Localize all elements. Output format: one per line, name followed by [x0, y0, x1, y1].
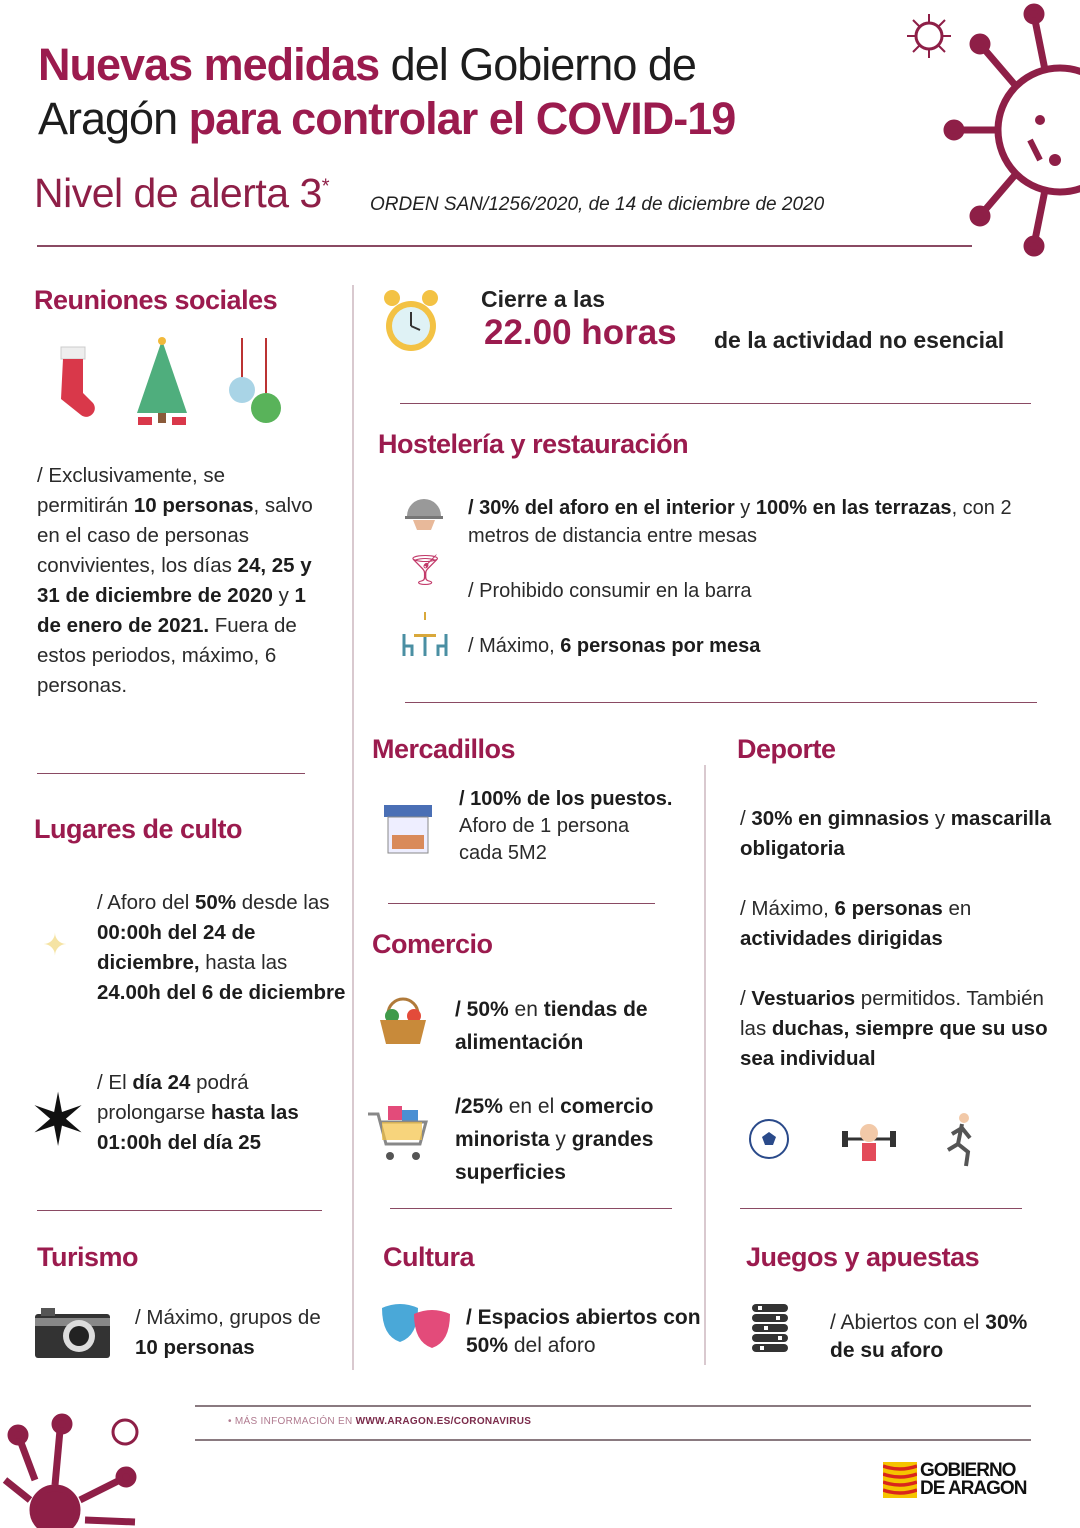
- text-bold-segment: / Espacios abiertos con 50%: [466, 1306, 701, 1357]
- text-segment: Aforo de 1 persona cada 5M2: [459, 815, 630, 864]
- text-bold-segment: 24, 25 y 31 de diciembre de 2020: [37, 554, 312, 607]
- text-bold-segment: 24.00h del 6 de diciembre: [97, 981, 346, 1004]
- text-segment: / Abiertos con el: [830, 1311, 986, 1334]
- text-segment: del Gobierno de: [379, 39, 696, 90]
- title-line-2: [38, 92, 735, 146]
- alert-footnote-mark: *: [321, 175, 330, 198]
- text-bold-segment: duchas, siempre que su uso sea individual: [740, 1017, 1048, 1070]
- divider: [405, 702, 1037, 703]
- text-segment: del aforo: [508, 1334, 596, 1357]
- text-segment: en: [508, 998, 544, 1021]
- text-bold-segment: / 50%: [455, 998, 509, 1021]
- text-bold-segment: hasta las 01:00h del día 25: [97, 1101, 299, 1154]
- deporte-text-3: [740, 984, 1060, 1074]
- footer-divider-top: [195, 1405, 1031, 1407]
- text-bold-segment: mascarilla obligatoria: [740, 807, 1052, 860]
- heading-comercio: Comercio: [372, 929, 493, 959]
- text-bold-segment: / 100% de los puestos.: [459, 788, 673, 810]
- text-segment: / El: [97, 1071, 133, 1094]
- small-virus-icon: [905, 12, 953, 60]
- shopping-cart-icon: [366, 1100, 432, 1166]
- virus-decoration-icon: [940, 0, 1080, 260]
- text-segment: / Prohibido consumir en la barra: [468, 580, 752, 602]
- text-segment: / Máximo,: [468, 635, 561, 657]
- market-stall-icon: [382, 803, 434, 855]
- header-divider: [37, 245, 972, 247]
- heading-mercadillos: Mercadillos: [372, 734, 516, 764]
- text-bold-segment: 00:00h del 24 de diciembre,: [97, 921, 256, 974]
- text-segment: y: [549, 1128, 572, 1151]
- alert-level-text: Nivel de alerta 3: [34, 170, 322, 216]
- table-chairs-icon: [400, 612, 450, 660]
- alarm-clock-icon: [380, 284, 442, 360]
- culto-text-1: [97, 888, 347, 1008]
- text-bold-segment: comercio minorista: [455, 1095, 654, 1151]
- mercadillos-text: [459, 786, 674, 867]
- theater-masks-icon: [378, 1300, 458, 1356]
- text-segment: y: [272, 584, 295, 607]
- text-segment: / Máximo,: [740, 897, 835, 920]
- text-segment: y: [734, 497, 756, 519]
- text-segment: podrá prolongarse: [97, 1071, 249, 1124]
- virus-decoration-bottom-icon: [0, 1410, 150, 1528]
- text-segment: / Exclusivamente, se permitirán: [37, 464, 225, 517]
- text-bold-segment: 30% en gimnasios: [751, 807, 930, 830]
- heading-deporte: Deporte: [737, 734, 836, 764]
- divider: [390, 1208, 672, 1209]
- text-bold-segment: Nuevas medidas: [38, 39, 380, 90]
- footer-divider-bottom: [195, 1439, 1031, 1441]
- text-segment: /: [740, 807, 752, 830]
- cierre-line-1: Cierre a las: [481, 286, 606, 312]
- text-segment: desde las: [236, 891, 330, 914]
- juegos-text: [830, 1309, 1030, 1365]
- text-bold-segment: 10 personas: [133, 494, 254, 517]
- heading-reuniones: Reuniones sociales: [34, 285, 278, 315]
- cierre-hour: 22.00 horas: [484, 313, 677, 352]
- hosteleria-item-1: [468, 494, 1038, 550]
- text-segment: , salvo en el caso de personas convivientes, los días: [37, 494, 313, 577]
- alert-level: [34, 170, 329, 217]
- hosteleria-item-2: [468, 576, 968, 606]
- hosteleria-item-3: [468, 631, 968, 661]
- camera-icon: [35, 1308, 110, 1358]
- weightlifting-icon: [840, 1115, 898, 1165]
- cultura-text: [466, 1304, 701, 1360]
- order-reference: ORDEN SAN/1256/2020, de 14 de diciembre de 2020: [370, 194, 825, 215]
- column-divider: [352, 285, 354, 1370]
- text-bold-segment: Vestuarios: [751, 987, 856, 1010]
- text-segment: / Máximo, grupos de: [135, 1306, 321, 1329]
- heading-cultura: Cultura: [383, 1242, 474, 1272]
- text-segment: Aragón: [38, 93, 189, 144]
- text-segment: en el: [502, 1095, 561, 1118]
- deporte-text-2: [740, 894, 1060, 954]
- deporte-text-1: [740, 804, 1060, 864]
- text-segment: hasta las: [199, 951, 288, 974]
- text-bold-segment: tiendas de alimentación: [455, 998, 648, 1054]
- text-segment: Fuera de estos periodos, máximo, 6 personas.: [37, 614, 297, 697]
- christmas-tree-icon: [132, 335, 192, 427]
- text-segment: permitidos. También las: [740, 987, 1044, 1040]
- turismo-text: [135, 1303, 335, 1363]
- divider: [400, 403, 1031, 404]
- column-divider: [704, 765, 706, 1365]
- text-bold-segment: /25%: [455, 1095, 503, 1118]
- heading-turismo: Turismo: [37, 1242, 139, 1272]
- serving-cloche-icon: [403, 490, 445, 532]
- aragon-flag-icon: [883, 1462, 917, 1498]
- footer-info-link[interactable]: WWW.ARAGON.ES/CORONAVIRUS: [355, 1416, 532, 1427]
- culto-text-2: [97, 1068, 337, 1158]
- comercio-text-2: [455, 1090, 700, 1189]
- text-segment: /: [740, 987, 752, 1010]
- divider: [388, 903, 655, 904]
- runner-icon: [940, 1110, 980, 1170]
- text-segment: / Aforo del: [97, 891, 196, 914]
- gobierno-aragon-logo: [883, 1462, 1026, 1498]
- ornaments-icon: [222, 338, 284, 428]
- text-segment: en: [942, 897, 972, 920]
- text-bold-segment: 1 de enero de 2021.: [37, 584, 306, 637]
- text-bold-segment: 100% en las terrazas: [755, 497, 952, 519]
- text-bold-segment: 50%: [195, 891, 237, 914]
- text-segment: , con 2 metros de distancia entre mesas: [468, 497, 1012, 547]
- text-bold-segment: 30% de su aforo: [830, 1311, 1028, 1362]
- footer-info-label: MÁS INFORMACIÓN EN: [234, 1416, 356, 1427]
- divider: [37, 773, 305, 774]
- logo-line-1: GOBIERNO: [920, 1460, 1016, 1481]
- heading-hosteleria: Hostelería y restauración: [378, 429, 689, 459]
- cocktail-icon: 🍸︎: [405, 553, 445, 587]
- title-line-1: [38, 38, 696, 92]
- sparkle-glow-icon: ✦: [42, 928, 68, 962]
- text-bold-segment: 6 personas por mesa: [560, 635, 761, 657]
- christmas-stocking-icon: [42, 340, 102, 425]
- text-bold-segment: 10 personas: [135, 1336, 255, 1359]
- text-bold-segment: 6 personas: [834, 897, 943, 920]
- footer-info: • MÁS INFORMACIÓN EN WWW.ARAGON.ES/CORONAVIRUS: [228, 1416, 532, 1427]
- text-segment: y: [929, 807, 951, 830]
- soccer-ball-icon: [748, 1118, 790, 1160]
- reuniones-text: [37, 461, 317, 701]
- logo-line-2: DE ARAGON: [920, 1478, 1027, 1499]
- heading-juegos: Juegos y apuestas: [746, 1242, 980, 1272]
- text-bold-segment: / 30% del aforo en el interior: [468, 497, 735, 519]
- text-bold-segment: grandes superficies: [455, 1128, 654, 1184]
- comercio-text-1: [455, 993, 695, 1059]
- casino-chips-icon: [748, 1302, 792, 1358]
- heading-culto: Lugares de culto: [34, 814, 243, 844]
- grocery-basket-icon: [376, 992, 430, 1046]
- star-icon: ✶: [27, 1081, 89, 1161]
- text-bold-segment: actividades dirigidas: [740, 927, 943, 950]
- cierre-line-2: de la actividad no esencial: [714, 327, 1005, 353]
- text-bold-segment: día 24: [132, 1071, 191, 1094]
- divider: [740, 1208, 1022, 1209]
- divider: [37, 1210, 322, 1211]
- text-bold-segment: para controlar el COVID-19: [188, 93, 736, 144]
